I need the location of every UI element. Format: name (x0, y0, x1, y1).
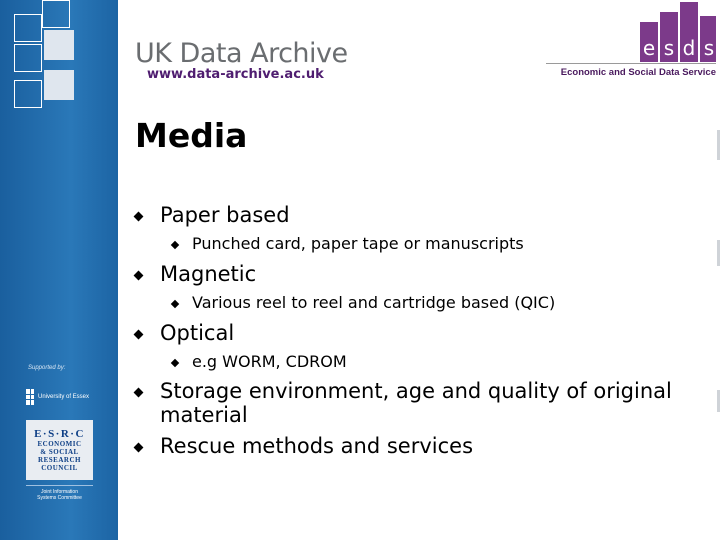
bullet-text: Optical (160, 321, 235, 345)
decor-square (14, 14, 42, 42)
esrc-line: RESEARCH (38, 456, 81, 464)
bullet-item (130, 262, 700, 286)
brand-url: www.data-archive.ac.uk (147, 67, 324, 82)
sidebar (0, 0, 118, 540)
esrc-line: COUNCIL (41, 464, 78, 472)
decor-square (44, 30, 74, 60)
diamond-bullet-icon (171, 241, 179, 249)
supported-by-label: Supported by: (28, 365, 66, 371)
diamond-bullet-icon (134, 212, 144, 222)
esds-letter: s (663, 36, 675, 60)
bullet-text: e.g WORM, CDROM (192, 352, 347, 371)
esds-caption: Economic and Social Data Service (560, 67, 716, 78)
esds-letter: e (642, 36, 656, 60)
slide-title: Media (135, 116, 248, 155)
bullet-text: Magnetic (160, 262, 257, 286)
esds-letter: d (682, 36, 696, 60)
esds-letter: s (703, 36, 715, 60)
bullet-item (130, 434, 700, 458)
university-label: University of Essex (38, 394, 90, 400)
diamond-bullet-icon (134, 271, 144, 281)
diamond-bullet-icon (134, 443, 144, 453)
essex-crest-icon (26, 389, 34, 405)
esrc-logo (26, 420, 93, 480)
diamond-bullet-icon (171, 300, 179, 308)
diamond-bullet-icon (171, 359, 179, 367)
esds-logo (546, 0, 716, 82)
bullet-text: Punched card, paper tape or manuscripts (192, 234, 524, 253)
bullet-item (130, 379, 700, 427)
esrc-line: & SOCIAL (40, 448, 79, 456)
jisc-logo (26, 485, 93, 501)
bullet-text: Various reel to reel and cartridge based (QIC) (192, 293, 556, 312)
bullet-text: Storage environment, age and quality of original material (160, 379, 672, 427)
esrc-line: E·S·R·C (34, 428, 85, 440)
sub-bullet-item (130, 234, 700, 254)
decor-square (44, 70, 74, 100)
diamond-bullet-icon (134, 330, 144, 340)
bullet-list (130, 200, 700, 458)
bullet-text: Paper based (160, 203, 290, 227)
esds-divider (546, 63, 716, 64)
decor-square (14, 44, 42, 72)
bullet-text: Rescue methods and services (160, 434, 474, 458)
decor-square (14, 80, 42, 108)
decor-square (42, 0, 70, 28)
university-of-essex-logo (26, 388, 92, 406)
brand-title: UK Data Archive (135, 38, 348, 69)
bullet-item (130, 321, 700, 345)
right-edge-decoration (716, 90, 720, 510)
uk-data-archive-logo (135, 40, 348, 83)
sub-bullet-item (130, 352, 700, 372)
bullet-item (130, 203, 700, 227)
esds-letters (640, 36, 718, 61)
sub-bullet-item (130, 293, 700, 313)
diamond-bullet-icon (134, 388, 144, 398)
jisc-line: Joint Information (41, 489, 78, 495)
esrc-line: ECONOMIC (37, 440, 82, 448)
jisc-line: Systems Committee (37, 495, 82, 501)
